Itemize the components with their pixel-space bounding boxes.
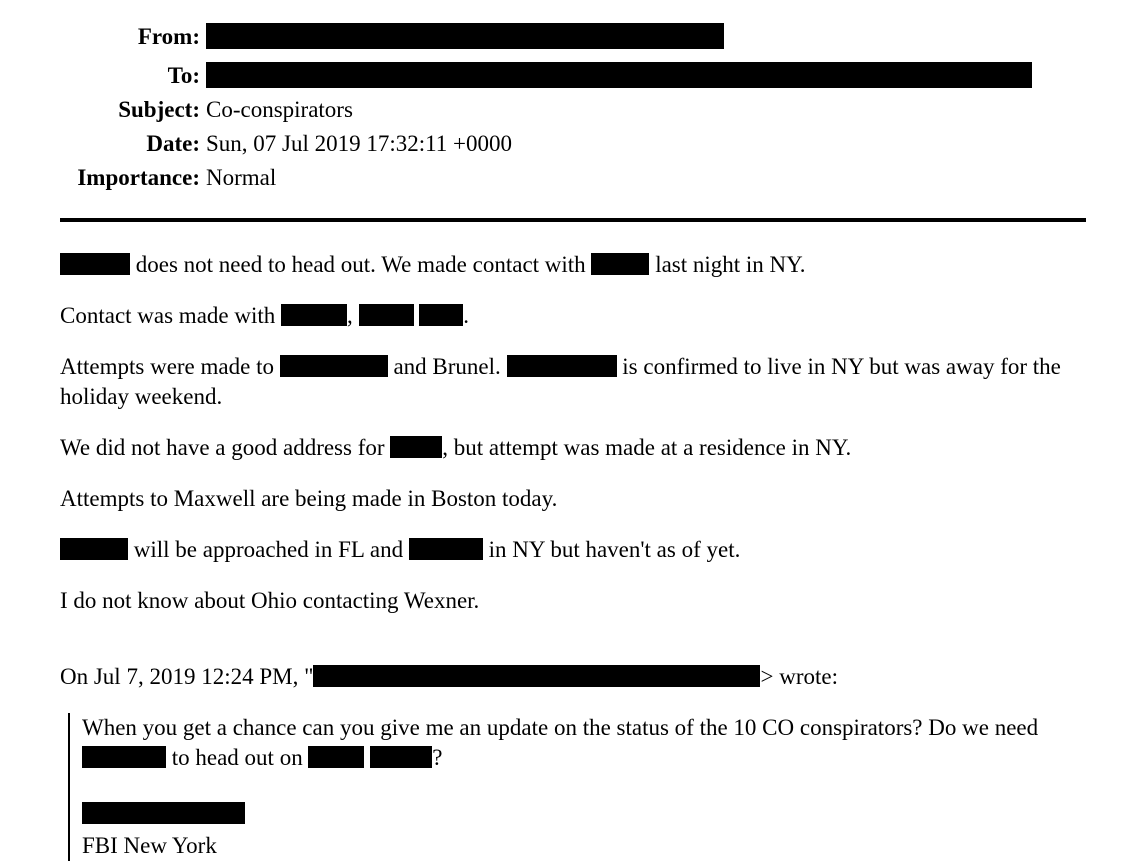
paragraph-text: Attempts were made to [60,354,280,379]
header-value-to [206,57,1140,83]
redaction-bar [308,746,364,768]
signature-redaction [82,799,1084,829]
quoted-paragraph [82,713,1084,773]
redaction-bar [419,304,463,326]
header-divider [60,218,1086,222]
header-value-subject: Co-conspirators [206,97,353,122]
header-row-to [0,57,1140,90]
attribution-text: > wrote: [760,664,838,689]
header-row-importance [0,164,1140,192]
email-header [0,0,1140,192]
redaction-bar [507,355,617,377]
header-row-from [0,18,1140,51]
redaction-bar [60,253,130,275]
redaction-bar [591,253,649,275]
redaction-bar [370,746,432,768]
header-value-from [206,18,1140,44]
header-label-to: To: [167,63,200,88]
redaction-bar [82,746,166,768]
header-row-subject [0,96,1140,124]
header-value-importance: Normal [206,165,277,190]
paragraph-text: Contact was made with [60,303,282,328]
body-paragraph [60,250,1084,280]
paragraph-text: , [347,303,359,328]
paragraph-text: We did not have a good address for [60,435,391,460]
paragraph-text: . [463,303,470,328]
paragraph-text: and Brunel. [387,354,507,379]
email-body [0,250,1140,861]
reply-attribution [60,662,1084,692]
header-row-date [0,130,1140,158]
body-paragraph [60,301,1084,331]
paragraph-text: Attempts to Maxwell are being made in Boston today. [60,486,558,511]
redaction-bar [60,538,128,560]
paragraph-text: will be approached in FL and [128,537,409,562]
paragraph-text: in NY but haven't as of yet. [482,537,741,562]
header-label-date: Date: [146,131,200,156]
body-paragraph [60,433,1084,463]
signature-gap [82,777,1084,799]
quoted-text: When you get a chance can you give me an update on the status of the 10 CO conspirators? Do we need [82,715,1039,740]
quoted-text: to head out on [166,745,309,770]
paragraph-text: does not need to head out. We made contact with [130,252,592,277]
quoted-message [68,713,1084,861]
redaction-bar [280,355,388,377]
body-paragraph [60,352,1084,412]
header-label-subject: Subject: [118,97,200,122]
quoted-text: ? [432,745,443,770]
paragraph-text: last night in NY. [649,252,806,277]
redaction-bar [206,23,724,49]
header-label-importance: Importance: [77,165,200,190]
redaction-bar [281,304,347,326]
body-paragraph [60,484,1084,514]
header-value-date: Sun, 07 Jul 2019 17:32:11 +0000 [206,131,513,156]
redaction-bar [313,665,760,687]
paragraph-text: I do not know about Ohio contacting Wexner. [60,588,480,613]
body-paragraph [60,535,1084,565]
signature-line: FBI New York [82,833,217,858]
redaction-bar [206,62,1032,88]
redaction-bar [359,304,414,326]
attribution-text: On Jul 7, 2019 12:24 PM, " [60,664,314,689]
redaction-bar [390,436,442,458]
paragraph-text: is confirmed to live in NY but was away for the holiday weekend. [60,354,1061,409]
redaction-bar [82,802,245,824]
paragraph-text: , but attempt was made at a residence in NY. [442,435,852,460]
body-paragraph [60,586,1084,616]
header-label-from: From: [137,24,200,49]
redaction-bar [409,538,483,560]
